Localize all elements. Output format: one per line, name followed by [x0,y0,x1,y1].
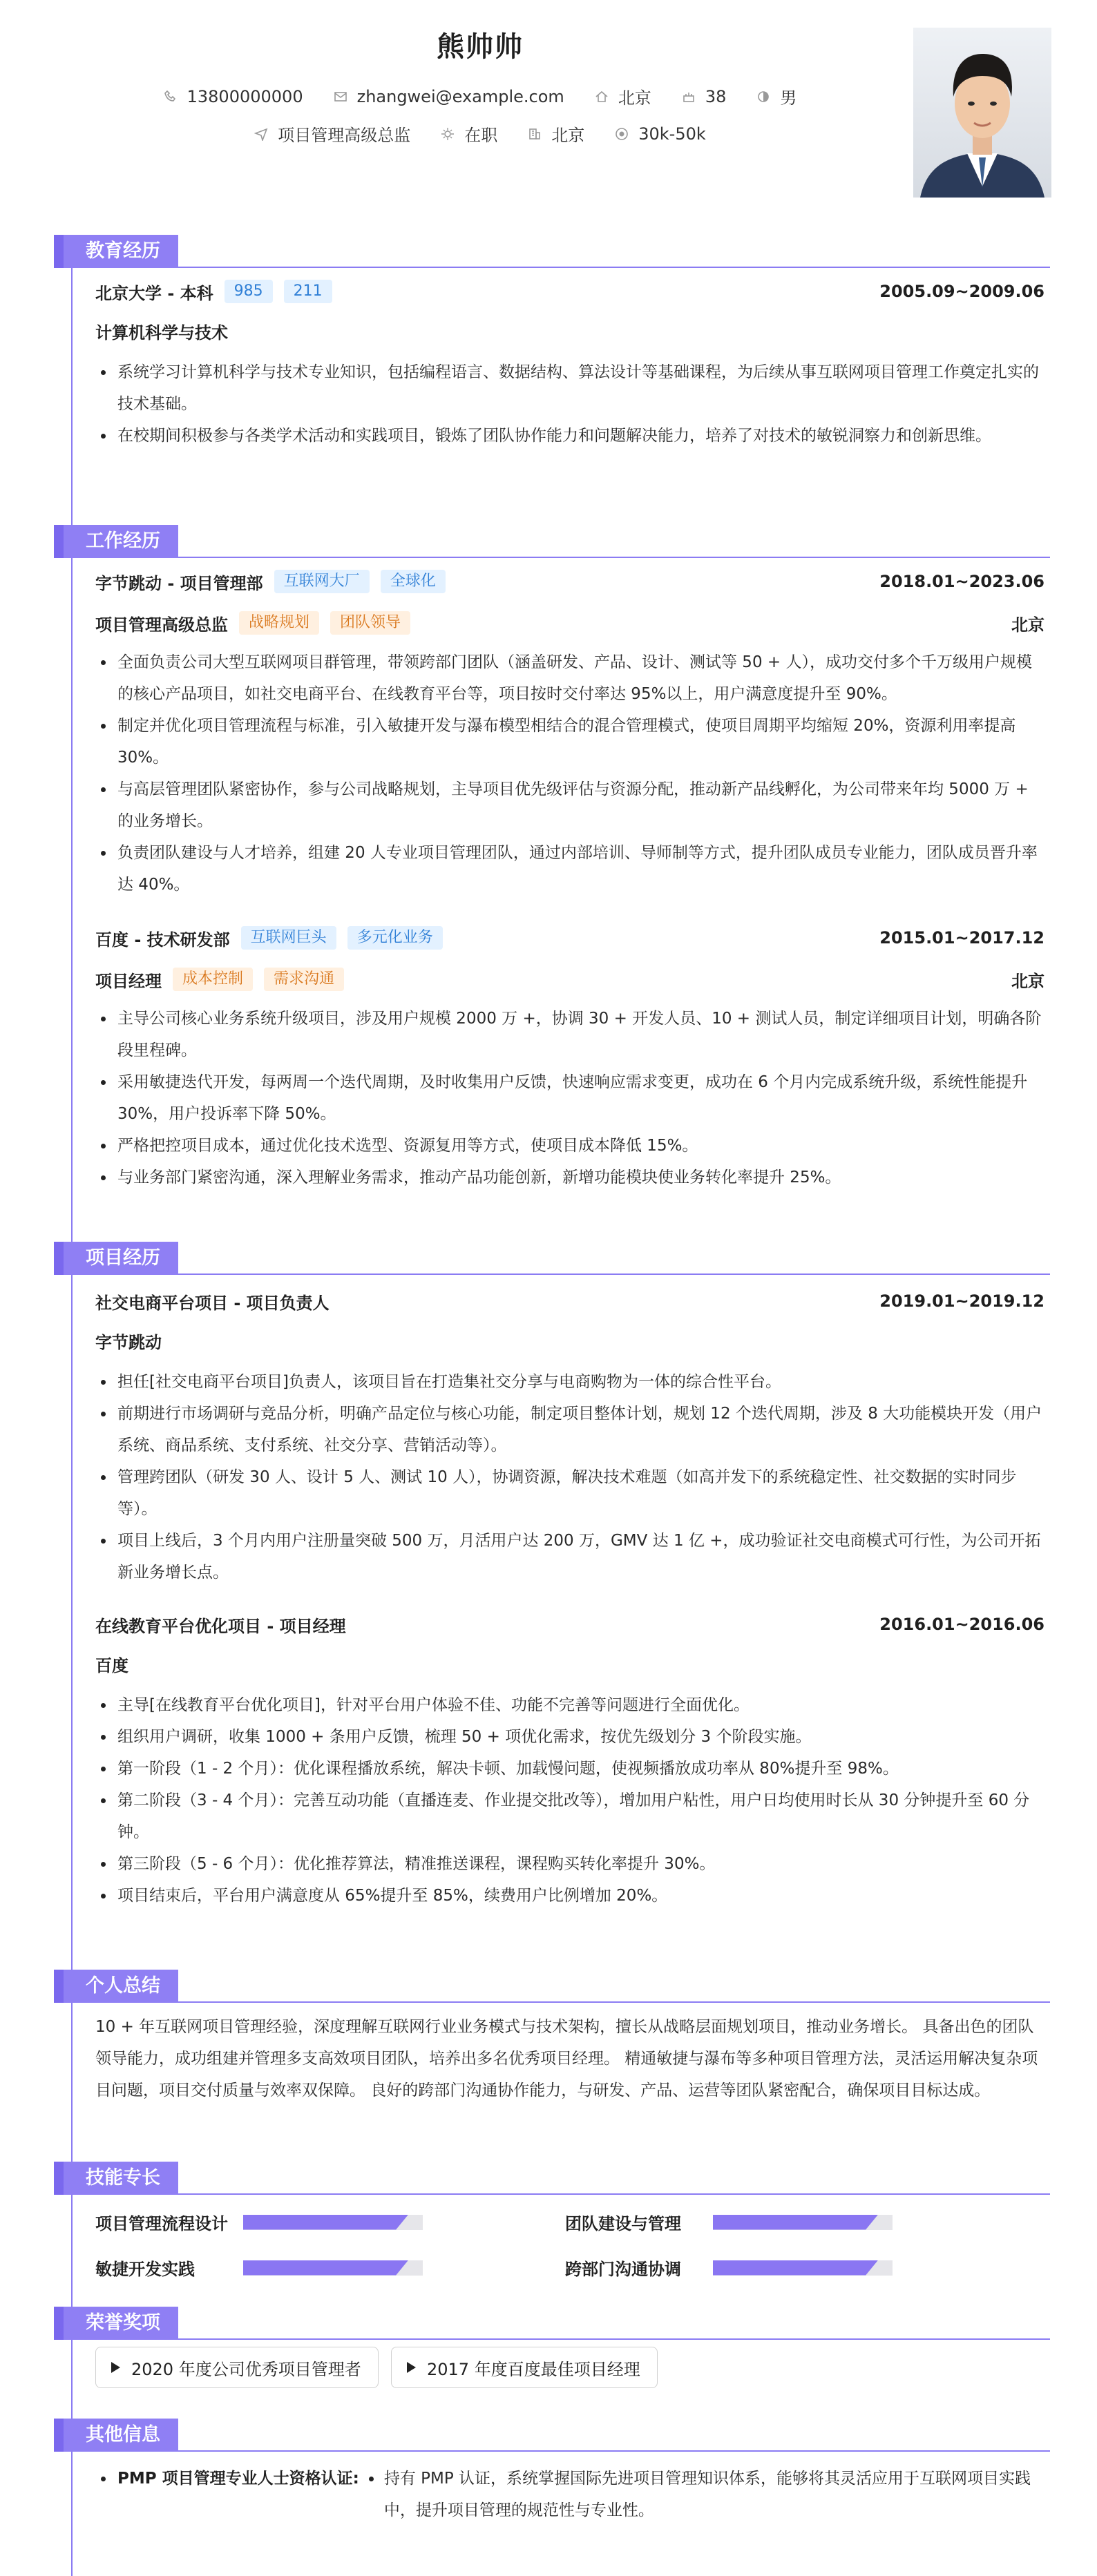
project-title: 社交电商平台项目 - 项目负责人 [95,1293,330,1313]
work-bullets [95,646,1044,901]
city-item [528,122,584,146]
role-tag: 战略规划 [239,611,319,635]
projects-section-header [54,1242,1050,1275]
role-tag: 需求沟通 [264,968,344,991]
project-bullets [95,1366,1044,1588]
skill-bar [713,2260,893,2276]
project-entry [95,1611,1044,1912]
list-item: 负责团队建设与人才培养，组建 20 人专业项目管理团队，通过内部培训、导师制等方式，提升团队成员专业能力，团队成员晋升率达 40%。 [95,837,1044,901]
building-icon [528,127,542,141]
edu-tag: 211 [284,280,332,303]
skill-fill [243,2260,408,2276]
project-date: 2019.01~2019.12 [879,1291,1044,1311]
work-section-title: 工作经历 [54,525,178,558]
company-tag: 互联网大厂 [274,570,370,593]
edu-bullets [95,356,1044,452]
age-item [682,87,727,106]
section-rule [178,2193,1050,2195]
city-text: 北京 [551,126,585,145]
hometown-text: 北京 [618,88,651,108]
awards-section-title: 荣誉奖项 [54,2307,178,2340]
project-org: 百度 [95,1656,128,1675]
company-name: 百度 - 技术研发部 [95,930,230,950]
skill-fill [243,2215,408,2230]
list-item: 主导公司核心业务系统升级项目，涉及用户规模 2000 万 +，协调 30 + 开发人员、10 + 测试人员，制定详细项目计划，明确各阶段里程碑。 [95,1003,1044,1066]
skill-label: 跨部门沟通协调 [565,2260,681,2279]
major: 计算机科学与技术 [95,323,228,343]
list-item: 项目结束后，平台用户满意度从 65%提升至 85%，续费用户比例增加 20%。 [95,1880,1044,1912]
list-item: 主导[在线教育平台优化项目]，针对平台用户体验不佳、功能不完善等问题进行全面优化。 [95,1689,1044,1721]
education-section-title: 教育经历 [54,235,178,268]
summary-section-header [54,1970,1050,2003]
skill-bar [243,2260,423,2276]
skill-item [95,2210,423,2234]
gender-icon [756,90,770,104]
skill-fill [713,2215,878,2230]
send-icon [254,127,268,141]
phone-icon [164,90,178,104]
project-title: 在线教育平台优化项目 - 项目经理 [95,1616,346,1636]
award-chip [391,2347,658,2388]
list-item: 采用敏捷迭代开发，每两周一个迭代周期，及时收集用户反馈，快速响应需求变更，成功在 6 个月内完成系统升级，系统性能提升 30%，用户投诉率下降 50%。 [95,1066,1044,1130]
work-location: 北京 [1011,971,1044,991]
project-entry [95,1287,1044,1588]
age-text: 38 [705,86,727,106]
skill-item [565,2210,893,2234]
list-item: 严格把控项目成本，通过优化技术选型、资源复用等方式，使项目成本降低 15%。 [95,1130,1044,1162]
salary-item [615,124,706,144]
award-chip [95,2347,379,2388]
section-rule [178,2450,1050,2452]
list-item: 第三阶段（5 - 6 个月）：优化推荐算法，精准推送课程，课程购买转化率提升 30%。 [95,1848,1044,1880]
awards-section-header [54,2307,1050,2340]
status-item [441,122,497,146]
hometown-item [595,84,651,108]
work-location: 北京 [1011,615,1044,635]
mail-icon [334,90,347,104]
list-item: 第一阶段（1 - 2 个月）：优化课程播放系统，解决卡顿、加载慢问题，使视频播放成功率从 80%提升至 98%。 [95,1753,1044,1785]
email-text: zhangwei@example.com [356,86,564,106]
job-row [0,122,960,146]
work-entry [95,568,1044,901]
skill-item [95,2256,423,2280]
certification-text: 持有 PMP 认证，系统掌握国际先进项目管理知识体系，能够将其灵活应用于互联网项目实践中，提升项目管理的规范性与专业性。 [362,2463,1044,2526]
list-item: 前期进行市场调研与竞品分析，明确产品定位与核心功能，制定项目整体计划，规划 12 个迭代周期，涉及 8 大功能模块开发（用户系统、商品系统、支付系统、社交分享、营销活动等）。 [95,1398,1044,1461]
projects-section-title: 项目经历 [54,1242,178,1275]
list-item: 全面负责公司大型互联网项目群管理，带领跨部门团队（涵盖研发、产品、设计、测试等 50 + 人），成功交付多个千万级用户规模的核心产品项目，如社交电商平台、在线教育平台等，项目按时交付率达 95%以上，用户满意度提升至 90%。 [95,646,1044,710]
summary-section-title: 个人总结 [54,1970,178,2003]
list-item: 项目上线后，3 个月内用户注册量突破 500 万，月活用户达 200 万，GMV 达 1 亿 +，成功验证社交电商模式可行性，为公司开拓新业务增长点。 [95,1525,1044,1588]
play-icon [407,2362,416,2373]
award-text: 2020 年度公司优秀项目管理者 [131,2359,361,2379]
skill-label: 团队建设与管理 [565,2214,681,2233]
gender-text: 男 [780,88,797,108]
email-item [334,87,564,106]
list-item: 与业务部门紧密沟通，深入理解业务需求，推动产品功能创新，新增功能模块使业务转化率提升 25%。 [95,1162,1044,1193]
home-icon [595,90,609,104]
award-text: 2017 年度百度最佳项目经理 [427,2359,640,2379]
list-item: 组织用户调研，收集 1000 + 条用户反馈，梳理 50 + 项优化需求，按优先级划分 3 个阶段实施。 [95,1721,1044,1753]
education-entry [95,278,1044,452]
edu-date: 2005.09~2009.06 [879,282,1044,301]
candidate-name: 熊帅帅 [437,31,524,63]
money-icon [615,127,629,141]
section-rule [178,557,1050,558]
section-rule [178,1273,1050,1275]
role-tag: 成本控制 [173,968,253,991]
skill-label: 项目管理流程设计 [95,2214,228,2233]
project-org: 字节跳动 [95,1333,162,1352]
edu-tag: 985 [225,280,273,303]
list-item: 与高层管理团队紧密协作，参与公司战略规划，主导项目优先级评估与资源分配，推动新产品线孵化，为公司带来年均 5000 万 + 的业务增长。 [95,773,1044,837]
status-text: 在职 [464,126,498,145]
gender-item [756,84,796,108]
phone-text: 13800000000 [187,86,303,106]
position-text: 项目管理高级总监 [278,126,411,145]
school-name: 北京大学 - 本科 [95,283,213,303]
project-date: 2016.01~2016.06 [879,1615,1044,1634]
list-item: 系统学习计算机科学与技术专业知识，包括编程语言、数据结构、算法设计等基础课程，为后续从事互联网项目管理工作奠定扎实的技术基础。 [95,356,1044,420]
company-tag: 多元化业务 [347,926,443,950]
phone-item [164,87,303,106]
work-entry [95,924,1044,1193]
company-name: 字节跳动 - 项目管理部 [95,573,263,593]
company-tag: 全球化 [381,570,446,593]
work-bullets [95,1003,1044,1193]
role-title: 项目管理高级总监 [95,615,228,635]
list-item: 在校期间积极参与各类学术活动和实践项目，锻炼了团队协作能力和问题解决能力，培养了对技术的敏锐洞察力和创新思维。 [95,420,1044,452]
skills-section-title: 技能专长 [54,2162,178,2195]
education-section-header [54,235,1050,268]
section-rule [178,2001,1050,2003]
company-tag: 互联网巨头 [241,926,336,950]
timeline-line [71,235,73,2576]
salary-text: 30k-50k [638,124,706,144]
position-item [254,122,410,146]
list-item: 管理跨团队（研发 30 人、设计 5 人、测试 10 人），协调资源，解决技术难题（如高并发下的系统稳定性、社交数据的实时同步等）。 [95,1461,1044,1525]
role-tag: 团队领导 [330,611,410,635]
age-icon [682,90,696,104]
skill-item [565,2256,893,2280]
skill-bar [243,2215,423,2230]
role-title: 项目经理 [95,971,162,991]
other-info-item [95,2463,1044,2526]
summary-text: 10 + 年互联网项目管理经验，深度理解互联网行业业务模式与技术架构，擅长从战略层面规划项目，推动业务增长。 具备出色的团队领导能力，成功组建并管理多支高效项目团队，培养出多名优秀项目经理。 精通敏捷与瀑布等多种项目管理方法，灵活运用解决复杂项目问题，项目交付质量与效率双保障。 良好的跨部门沟通协作能力，与研发、产品、运营等团队紧密配合，确保项目目标达成。 [95,2018,1038,2099]
work-date: 2015.01~2017.12 [879,928,1044,948]
skill-label: 敏捷开发实践 [95,2260,195,2279]
status-icon [441,127,455,141]
summary-block [95,2011,1044,2106]
list-item: 制定并优化项目管理流程与标准，引入敏捷开发与瀑布模型相结合的混合管理模式，使项目周期平均缩短 20%，资源利用率提高 30%。 [95,710,1044,773]
list-item: 担任[社交电商平台项目]负责人，该项目旨在打造集社交分享与电商购物为一体的综合性平台。 [95,1366,1044,1398]
work-section-header [54,525,1050,558]
other-section-header [54,2419,1050,2452]
play-icon [111,2362,120,2373]
section-rule [178,2338,1050,2340]
profile-photo [913,28,1051,198]
skills-section-header [54,2162,1050,2195]
certification-label: PMP 项目管理专业人士资格认证: [95,2463,359,2526]
project-bullets [95,1689,1044,1912]
list-item: 第二阶段（3 - 4 个月）：完善互动功能（直播连麦、作业提交批改等），增加用户粘性，用户日均使用时长从 30 分钟提升至 60 分钟。 [95,1785,1044,1848]
other-section-title: 其他信息 [54,2419,178,2452]
section-rule [178,267,1050,268]
skill-fill [713,2260,878,2276]
work-date: 2018.01~2023.06 [879,572,1044,591]
contact-row [0,84,960,108]
skill-bar [713,2215,893,2230]
